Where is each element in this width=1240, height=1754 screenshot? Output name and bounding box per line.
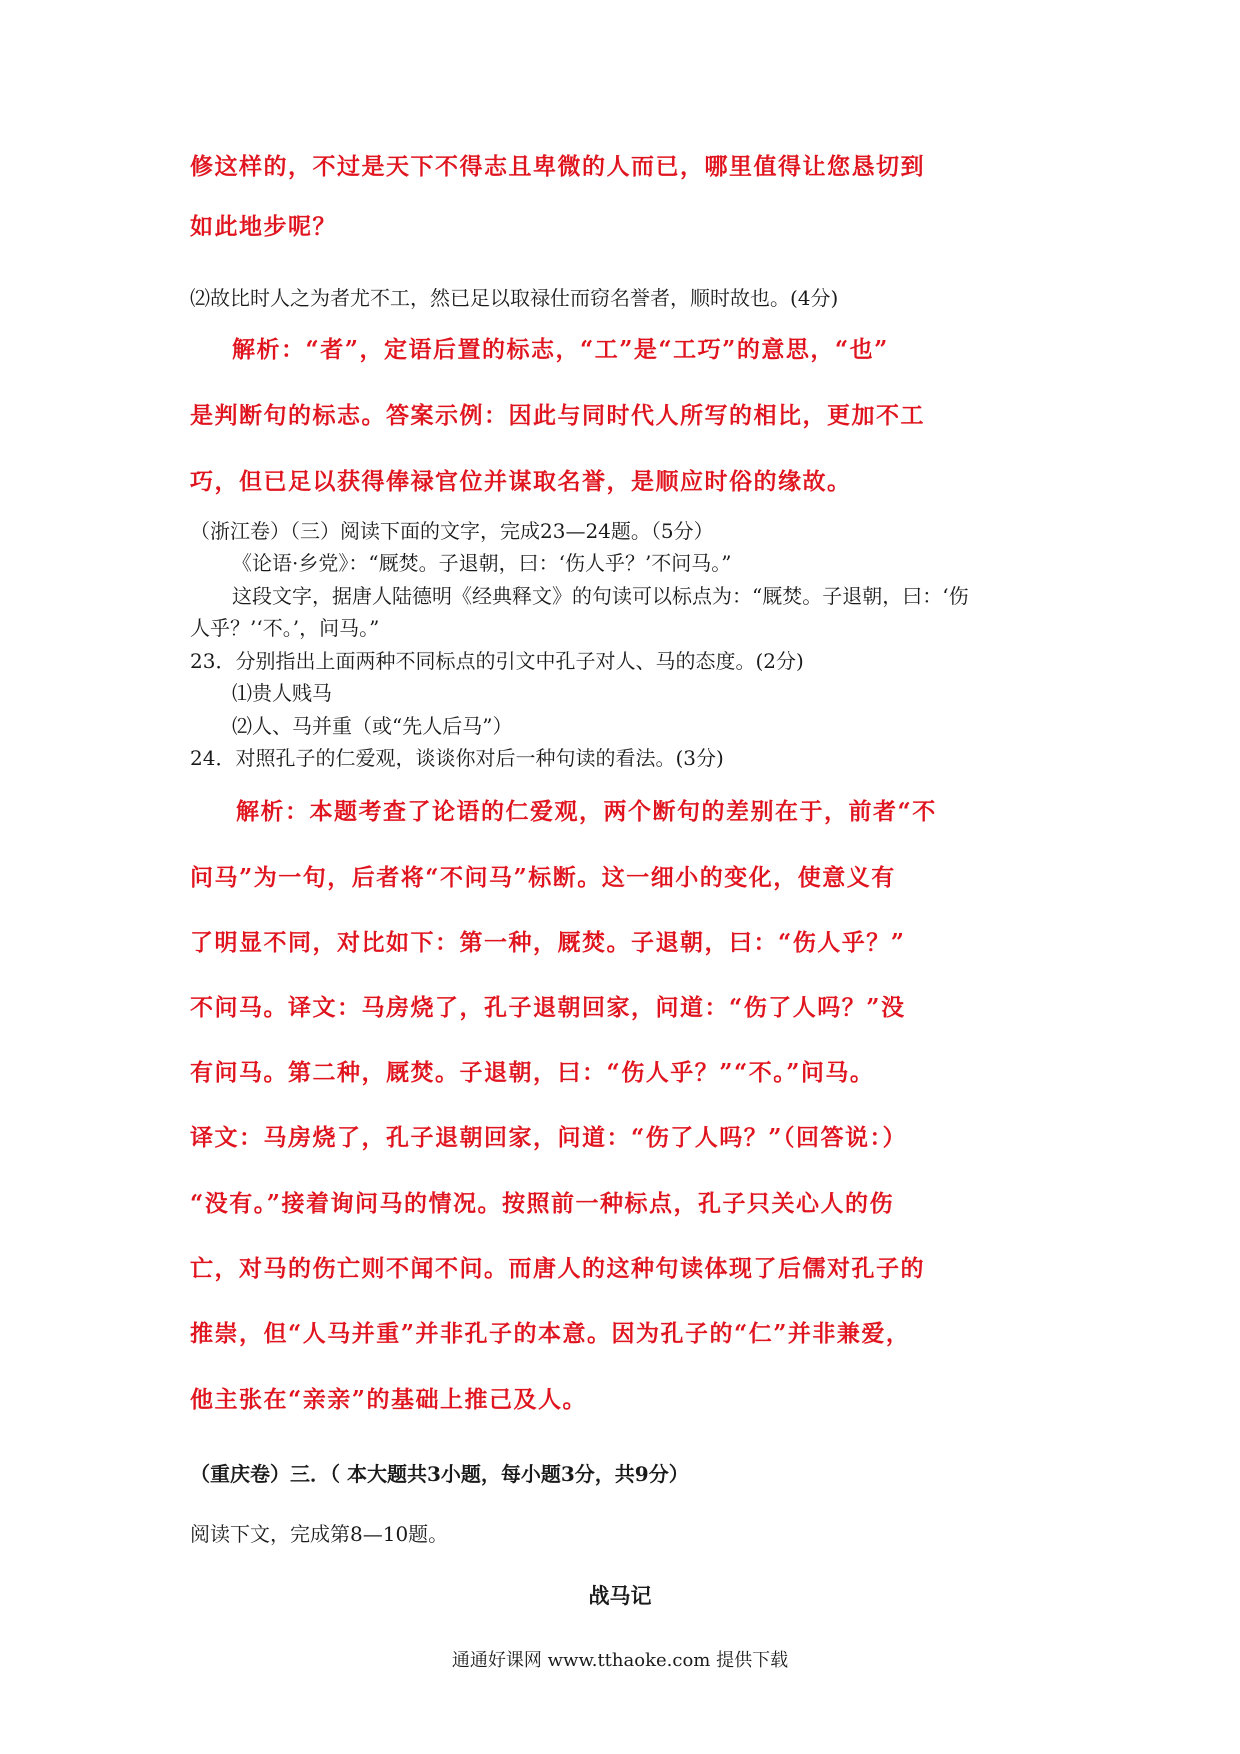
question-2: ⑵故比时人之为者尤不工，然已足以取禄仕而窃名誉者，顺时故也。(4分) <box>190 286 839 310</box>
article-title: 战马记 <box>588 1583 652 1608</box>
analysis-24-line-5: 有问马。第二种，厩焚。子退朝，曰：“伤人乎？”“不。”问马。 <box>190 1059 875 1086</box>
analysis-24-line-7: “没有。”接着询问马的情况。按照前一种标点，孔子只关心人的伤 <box>190 1190 894 1217</box>
answer-line-1: 修这样的，不过是天下不得志且卑微的人而已，哪里值得让您恳切到 <box>190 153 925 180</box>
analysis-24-line-2: 问马”为一句，后者将“不问马”标断。这一细小的变化，使意义有 <box>190 864 896 891</box>
analysis-line-3: 巧，但已足以获得俸禄官位并谋取名誉，是顺应时俗的缘故。 <box>190 468 852 495</box>
question-24: 24．对照孔子的仁爱观，谈谈你对后一种句读的看法。(3分) <box>190 746 724 770</box>
analysis-24-line-6: 译文：马房烧了，孔子退朝回家，问道：“伤了人吗？”（回答说：） <box>190 1124 907 1151</box>
answer-line-2: 如此地步呢？ <box>190 213 337 240</box>
punctuation-line-2: 人乎？’‘不。’，问马。” <box>190 616 380 640</box>
analysis-24-line-10: 他主张在“亲亲”的基础上推己及人。 <box>190 1386 587 1413</box>
analysis-24-line-3: 了明显不同，对比如下：第一种，厩焚。子退朝，曰：“伤人乎？” <box>190 929 906 956</box>
zhejiang-heading: （浙江卷）（三）阅读下面的文字，完成23—24题。（5分） <box>190 519 714 543</box>
answer-23-2: ⑵人、马并重（或“先人后马”） <box>232 714 513 738</box>
page-footer: 通通好课网 www.tthaoke.com 提供下载 <box>451 1650 789 1671</box>
answer-23-1: ⑴贵人贱马 <box>232 681 332 705</box>
analysis-24-line-9: 推崇，但“人马并重”并非孔子的本意。因为孔子的“仁”并非兼爱， <box>190 1320 911 1347</box>
reading-instruction: 阅读下文，完成第8—10题。 <box>190 1522 449 1546</box>
punctuation-line-1: 这段文字，据唐人陆德明《经典释文》的句读可以标点为：“厩焚。子退朝，曰：‘伤 <box>232 584 969 608</box>
chongqing-heading: （重庆卷）三．（ 本大题共3小题，每小题3分，共9分） <box>190 1462 689 1486</box>
analysis-24-line-1: 解析：本题考查了论语的仁爱观，两个断句的差别在于，前者“不 <box>236 798 937 825</box>
analysis-line-2: 是判断句的标志。答案示例：因此与同时代人所写的相比，更加不工 <box>190 402 925 429</box>
analysis-line-1: 解析：“者”，定语后置的标志，“工”是“工巧”的意思，“也” <box>232 336 889 363</box>
lunyu-quote: 《论语·乡党》：“厩焚。子退朝，曰：‘伤人乎？’不问马。” <box>232 551 732 575</box>
analysis-24-line-4: 不问马。译文：马房烧了，孔子退朝回家，问道：“伤了人吗？”没 <box>190 994 906 1021</box>
analysis-24-line-8: 亡，对马的伤亡则不闻不问。而唐人的这种句读体现了后儒对孔子的 <box>190 1255 925 1282</box>
question-23: 23．分别指出上面两种不同标点的引文中孔子对人、马的态度。(2分) <box>190 649 804 673</box>
